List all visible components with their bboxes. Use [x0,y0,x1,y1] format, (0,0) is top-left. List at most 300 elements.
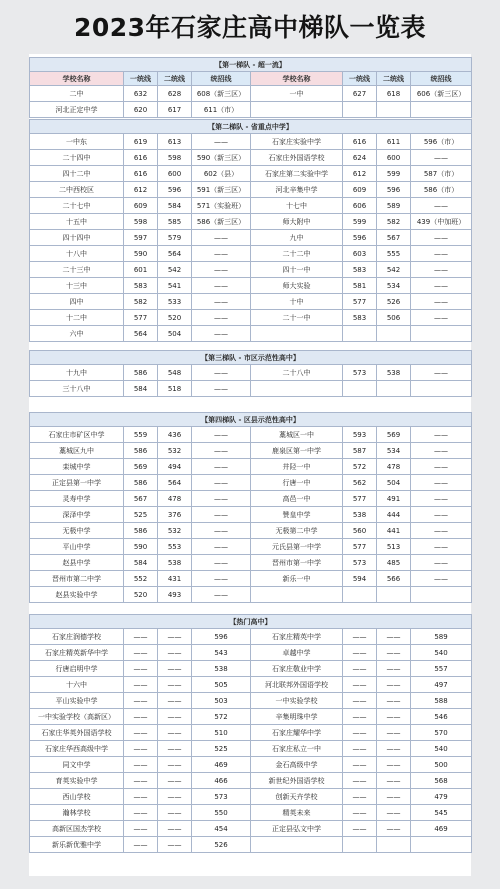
school-name-cell: 石家庄实验中学 [251,134,343,150]
line-1-score-cell: 586 [124,365,158,381]
line-2-score-cell: 485 [377,555,411,571]
unified-score-cell: —— [192,523,251,539]
line-2-score-cell: 532 [158,523,192,539]
school-name-cell: 辛集明珠中学 [251,709,343,725]
line-1-score-cell: 584 [124,555,158,571]
header-line-unified: 统招线 [192,72,251,86]
unified-score-cell: 525 [192,741,251,757]
line-2-score-cell: —— [158,677,192,693]
line-2-score-cell: —— [158,837,192,853]
line-1-score-cell: —— [124,773,158,789]
school-name-cell: 石家庄华西高级中学 [30,741,124,757]
school-name-cell: 井陉一中 [251,459,343,475]
school-name-cell: 一中东 [30,134,124,150]
table-tier-2 [29,119,472,342]
unified-score-cell: 568 [411,773,472,789]
unified-score-cell: 545 [411,805,472,821]
line-1-score-cell: —— [124,693,158,709]
line-2-score-cell: 599 [377,166,411,182]
unified-score-cell: 500 [411,757,472,773]
line-2-score-cell: 628 [158,86,192,102]
header-line-1: 一统线 [343,72,377,86]
school-name-cell: 灵寿中学 [30,491,124,507]
school-name-cell: 石家庄精英中学 [251,629,343,645]
school-name-cell: 高邑一中 [251,491,343,507]
line-1-score-cell: —— [343,821,377,837]
school-name-cell: 一中实验学校 [251,693,343,709]
section-title: 【第二梯队 - 省重点中学】 [30,120,472,134]
unified-score-cell: —— [411,475,472,491]
school-name-cell: 高新区国杰学校 [30,821,124,837]
table-row [30,262,472,278]
unified-score-cell: 505 [192,677,251,693]
school-name-cell: 藁城区一中 [251,427,343,443]
school-name-cell: 栾城中学 [30,459,124,475]
line-2-score-cell: 520 [158,310,192,326]
line-1-score-cell: 573 [343,555,377,571]
unified-score-cell: —— [192,555,251,571]
line-1-score-cell: 569 [124,459,158,475]
school-name-cell: 四十一中 [251,262,343,278]
table-row [30,805,472,821]
unified-score-cell: 503 [192,693,251,709]
line-2-score-cell: —— [377,645,411,661]
line-2-score-cell: 585 [158,214,192,230]
school-name-cell: 二十二中 [251,246,343,262]
unified-score-cell: —— [192,459,251,475]
school-name-cell: 新世纪外国语学校 [251,773,343,789]
line-1-score-cell: 593 [343,427,377,443]
school-name-cell: 晋州市第二中学 [30,571,124,587]
school-name-cell: 十中 [251,294,343,310]
table-popular [29,614,472,853]
school-name-cell: 十六中 [30,677,124,693]
school-name-cell: 藁城区九中 [30,443,124,459]
unified-score-cell: —— [192,278,251,294]
line-2-score-cell: —— [377,661,411,677]
line-1-score-cell: 609 [124,198,158,214]
school-name-cell: 同文中学 [30,757,124,773]
line-1-score-cell: 577 [124,310,158,326]
unified-score-cell: 557 [411,661,472,677]
unified-score-cell: 439（中加班） [411,214,472,230]
line-2-score-cell: —— [158,661,192,677]
page-title: 2023年石家庄高中梯队一览表 [73,13,427,42]
unified-score-cell: 602（县） [192,166,251,182]
line-2-score-cell: 582 [377,214,411,230]
line-1-score-cell: —— [343,677,377,693]
table-row [30,677,472,693]
line-2-score-cell: 534 [377,278,411,294]
school-name-cell: 二十四中 [30,150,124,166]
line-2-score-cell: 504 [377,475,411,491]
line-1-score-cell: 573 [343,365,377,381]
line-2-score-cell [377,102,411,118]
line-1-score-cell: —— [124,837,158,853]
school-name-cell [251,381,343,397]
line-2-score-cell: —— [158,645,192,661]
school-name-cell: 一中实验学校（高新区） [30,709,124,725]
unified-score-cell: —— [411,539,472,555]
line-2-score-cell: 567 [377,230,411,246]
line-2-score-cell: —— [377,709,411,725]
unified-score-cell: —— [411,294,472,310]
unified-score-cell: 590（新三区） [192,150,251,166]
table-row [30,246,472,262]
line-2-score-cell: 478 [377,459,411,475]
line-1-score-cell: 567 [124,491,158,507]
header-line-1: 一统线 [124,72,158,86]
unified-score-cell: —— [192,491,251,507]
school-name-cell: 河北联邦外国语学校 [251,677,343,693]
line-2-score-cell: —— [158,773,192,789]
school-name-cell: 行唐一中 [251,475,343,491]
line-1-score-cell: —— [343,725,377,741]
line-1-score-cell: 612 [124,182,158,198]
line-1-score-cell: 583 [343,262,377,278]
table-tier-1 [29,57,472,118]
unified-score-cell: 526 [192,837,251,853]
line-2-score-cell: —— [158,805,192,821]
line-2-score-cell [377,381,411,397]
unified-score-cell: 608（新三区） [192,86,251,102]
unified-score-cell: —— [411,459,472,475]
school-name-cell: 赵县实验中学 [30,587,124,603]
section-title: 【热门高中】 [30,615,472,629]
line-1-score-cell [343,837,377,853]
line-1-score-cell: 538 [343,507,377,523]
line-1-score-cell: 577 [343,294,377,310]
line-2-score-cell: 600 [377,150,411,166]
table-row [30,198,472,214]
line-1-score-cell: 601 [124,262,158,278]
school-name-cell: 精英未来 [251,805,343,821]
line-2-score-cell: 533 [158,294,192,310]
header-school: 学校名称 [30,72,124,86]
line-1-score-cell: 562 [343,475,377,491]
unified-score-cell: —— [411,246,472,262]
unified-score-cell: 573 [192,789,251,805]
line-1-score-cell: —— [124,789,158,805]
table-row [30,709,472,725]
line-2-score-cell: 613 [158,134,192,150]
table-row [30,645,472,661]
line-2-score-cell: —— [377,677,411,693]
line-2-score-cell: 564 [158,246,192,262]
school-name-cell: 河北辛集中学 [251,182,343,198]
unified-score-cell: 469 [411,821,472,837]
table-row [30,427,472,443]
unified-score-cell: 589 [411,629,472,645]
line-2-score-cell: 491 [377,491,411,507]
table-tier-3 [29,350,472,397]
school-name-cell: 正定县第一中学 [30,475,124,491]
school-name-cell [251,837,343,853]
header-line-2: 二统线 [158,72,192,86]
unified-score-cell: —— [411,198,472,214]
table-row [30,725,472,741]
line-1-score-cell: 583 [343,310,377,326]
line-1-score-cell: —— [124,725,158,741]
school-name-cell: 育英实验中学 [30,773,124,789]
school-name-cell: 十二中 [30,310,124,326]
line-2-score-cell: —— [158,629,192,645]
header-line-2: 二统线 [377,72,411,86]
line-1-score-cell: 620 [124,102,158,118]
unified-score-cell: 550 [192,805,251,821]
table-row [30,294,472,310]
school-name-cell: 六中 [30,326,124,342]
unified-score-cell: —— [192,326,251,342]
line-1-score-cell: 632 [124,86,158,102]
table-row [30,443,472,459]
unified-score-cell: —— [192,539,251,555]
line-1-score-cell: —— [124,741,158,757]
school-name-cell: 石家庄私立一中 [251,741,343,757]
line-1-score-cell: 616 [124,150,158,166]
school-name-cell: 无极第二中学 [251,523,343,539]
table-row [30,278,472,294]
unified-score-cell: —— [192,262,251,278]
section-title: 【第四梯队 - 区县示范性高中】 [30,413,472,427]
line-1-score-cell: 586 [124,475,158,491]
school-name-cell: 二十八中 [251,365,343,381]
table-row [30,555,472,571]
school-name-cell: 河北正定中学 [30,102,124,118]
line-1-score-cell: 564 [124,326,158,342]
line-1-score-cell: —— [343,805,377,821]
line-1-score-cell: —— [343,757,377,773]
line-1-score-cell: 584 [124,381,158,397]
school-name-cell: 二中 [30,86,124,102]
line-1-score-cell: 520 [124,587,158,603]
line-1-score-cell: —— [343,741,377,757]
line-2-score-cell: 441 [377,523,411,539]
line-1-score-cell: 552 [124,571,158,587]
unified-score-cell: 606（新三区） [411,86,472,102]
unified-score-cell: —— [192,475,251,491]
school-name-cell: 平山中学 [30,539,124,555]
line-2-score-cell: —— [377,789,411,805]
school-name-cell: 石家庄润德学校 [30,629,124,645]
unified-score-cell [411,587,472,603]
line-1-score-cell: 603 [343,246,377,262]
line-2-score-cell: 534 [377,443,411,459]
line-2-score-cell: 579 [158,230,192,246]
line-1-score-cell: —— [343,645,377,661]
line-2-score-cell: 611 [377,134,411,150]
school-name-cell: 正定县弘文中学 [251,821,343,837]
line-1-score-cell: 572 [343,459,377,475]
line-1-score-cell: 559 [124,427,158,443]
line-2-score-cell: 548 [158,365,192,381]
unified-score-cell: 454 [192,821,251,837]
line-2-score-cell: 566 [377,571,411,587]
line-1-score-cell: —— [343,789,377,805]
school-name-cell: 师大附中 [251,214,343,230]
line-2-score-cell: —— [377,629,411,645]
school-name-cell: 石家庄外国语学校 [251,150,343,166]
unified-score-cell: 466 [192,773,251,789]
line-1-score-cell: —— [124,629,158,645]
table-row [30,789,472,805]
school-name-cell: 行唐启明中学 [30,661,124,677]
line-2-score-cell: —— [158,741,192,757]
unified-score-cell: —— [192,427,251,443]
line-1-score-cell: 616 [124,166,158,182]
table-row [30,507,472,523]
section-title: 【第一梯队 - 超一流】 [30,58,472,72]
line-1-score-cell: —— [343,773,377,789]
line-2-score-cell: —— [377,741,411,757]
line-2-score-cell: 542 [158,262,192,278]
line-1-score-cell: 598 [124,214,158,230]
unified-score-cell: 510 [192,725,251,741]
unified-score-cell: 611（市） [192,102,251,118]
line-2-score-cell: 541 [158,278,192,294]
line-2-score-cell: —— [158,725,192,741]
school-name-cell: 三十八中 [30,381,124,397]
line-2-score-cell: —— [377,805,411,821]
unified-score-cell: —— [192,230,251,246]
unified-score-cell: —— [411,555,472,571]
school-name-cell: 鹿泉区第一中学 [251,443,343,459]
school-name-cell: 石家庄市矿区中学 [30,427,124,443]
line-2-score-cell: 444 [377,507,411,523]
line-2-score-cell: 532 [158,443,192,459]
line-1-score-cell: 624 [343,150,377,166]
line-1-score-cell [343,587,377,603]
line-2-score-cell: —— [377,693,411,709]
school-name-cell: 十三中 [30,278,124,294]
unified-score-cell [411,837,472,853]
unified-score-cell: 479 [411,789,472,805]
line-2-score-cell: 542 [377,262,411,278]
unified-score-cell: —— [192,571,251,587]
school-name-cell: 十九中 [30,365,124,381]
line-2-score-cell: —— [158,821,192,837]
line-2-score-cell: 589 [377,198,411,214]
line-2-score-cell: 538 [377,365,411,381]
unified-score-cell: 596 [192,629,251,645]
line-2-score-cell: 596 [377,182,411,198]
unified-score-cell: —— [411,310,472,326]
line-2-score-cell: —— [158,709,192,725]
school-name-cell: 晋州市第一中学 [251,555,343,571]
unified-score-cell: 586（市） [411,182,472,198]
line-2-score-cell: 596 [158,182,192,198]
line-1-score-cell: 583 [124,278,158,294]
table-row [30,182,472,198]
school-name-cell: 十七中 [251,198,343,214]
unified-score-cell [411,381,472,397]
school-name-cell: 十五中 [30,214,124,230]
line-1-score-cell [343,381,377,397]
unified-score-cell: 586（新三区） [192,214,251,230]
line-1-score-cell: —— [343,661,377,677]
unified-score-cell: —— [192,294,251,310]
line-1-score-cell: 590 [124,539,158,555]
line-1-score-cell: 594 [343,571,377,587]
unified-score-cell: —— [411,507,472,523]
unified-score-cell: —— [192,310,251,326]
unified-score-cell [411,326,472,342]
line-2-score-cell: 538 [158,555,192,571]
line-2-score-cell: —— [377,757,411,773]
unified-score-cell: —— [192,381,251,397]
line-1-score-cell: 609 [343,182,377,198]
school-name-cell: 新乐新优雅中学 [30,837,124,853]
school-name-cell: 十八中 [30,246,124,262]
line-2-score-cell: 584 [158,198,192,214]
school-name-cell: 卓越中学 [251,645,343,661]
line-1-score-cell: 582 [124,294,158,310]
table-row [30,693,472,709]
school-name-cell: 石家庄华英外国语学校 [30,725,124,741]
school-name-cell: 平山实验中学 [30,693,124,709]
table-row [30,539,472,555]
table-row [30,365,472,381]
line-2-score-cell: 376 [158,507,192,523]
school-name-cell: 一中 [251,86,343,102]
table-row [30,757,472,773]
line-2-score-cell: 436 [158,427,192,443]
unified-score-cell: —— [411,150,472,166]
table-row [30,661,472,677]
school-name-cell: 瀚林学校 [30,805,124,821]
line-2-score-cell: 564 [158,475,192,491]
unified-score-cell: 588 [411,693,472,709]
table-row [30,150,472,166]
unified-score-cell: —— [192,587,251,603]
school-name-cell: 深泽中学 [30,507,124,523]
line-2-score-cell [377,837,411,853]
table-row [30,523,472,539]
unified-score-cell: 540 [411,645,472,661]
line-2-score-cell: 618 [377,86,411,102]
school-name-cell: 无极中学 [30,523,124,539]
line-2-score-cell [377,326,411,342]
unified-score-cell: 469 [192,757,251,773]
line-1-score-cell: 586 [124,523,158,539]
line-1-score-cell: 587 [343,443,377,459]
school-name-cell: 石家庄第二实验中学 [251,166,343,182]
school-name-cell: 赞皇中学 [251,507,343,523]
line-1-score-cell: —— [343,629,377,645]
unified-score-cell: —— [192,507,251,523]
school-name-cell: 赵县中学 [30,555,124,571]
line-1-score-cell: 560 [343,523,377,539]
line-2-score-cell: 493 [158,587,192,603]
line-2-score-cell: 494 [158,459,192,475]
line-1-score-cell: 599 [343,214,377,230]
line-1-score-cell: 586 [124,443,158,459]
unified-score-cell: 546 [411,709,472,725]
line-1-score-cell: —— [124,709,158,725]
line-2-score-cell: 518 [158,381,192,397]
school-name-cell: 元氏县第一中学 [251,539,343,555]
unified-score-cell: —— [411,523,472,539]
line-2-score-cell: —— [158,757,192,773]
line-1-score-cell: —— [343,693,377,709]
line-1-score-cell: 581 [343,278,377,294]
school-name-cell: 金石高级中学 [251,757,343,773]
line-1-score-cell: 619 [124,134,158,150]
table-row [30,134,472,150]
line-1-score-cell: 525 [124,507,158,523]
table-tier-4 [29,412,472,603]
school-name-cell: 九中 [251,230,343,246]
